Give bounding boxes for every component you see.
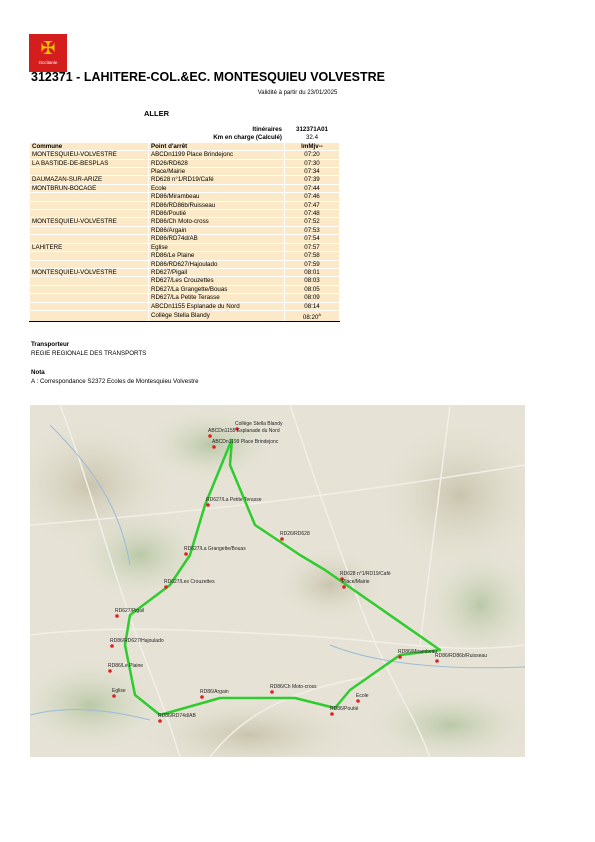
commune-cell bbox=[30, 294, 149, 302]
stop-marker bbox=[110, 644, 114, 648]
km-label: Km en charge (Calculé) bbox=[149, 134, 285, 142]
commune-cell: DAUMAZAN-SUR-ARIZE bbox=[30, 176, 149, 184]
route-map bbox=[30, 405, 525, 757]
stop-marker bbox=[280, 537, 284, 541]
stop-cell: RD86/RD74d/AB bbox=[149, 235, 285, 243]
time-cell bbox=[285, 193, 340, 201]
stop-cell: RD627/Les Crouzettes bbox=[149, 277, 285, 285]
occitanie-cross-icon: ✠ bbox=[40, 38, 56, 59]
stop-cell: ABCDn1199 Place Brindejonc bbox=[149, 151, 285, 159]
table-row bbox=[30, 201, 340, 209]
stop-cell: RD627/La Petite Terasse bbox=[149, 294, 285, 302]
stop-marker bbox=[356, 699, 360, 703]
column-header-row bbox=[30, 142, 340, 150]
commune-cell: MONTESQUIEU-VOLVESTRE bbox=[30, 268, 149, 276]
commune-cell bbox=[30, 193, 149, 201]
map-stop-label: RD628 n°1/RD19/Café bbox=[340, 571, 391, 577]
map-stop-label: RD86/RD74d/AB bbox=[158, 713, 196, 719]
route-value: 312371A01 bbox=[285, 126, 340, 134]
stop-marker bbox=[330, 712, 334, 716]
time-cell bbox=[285, 243, 340, 251]
time-value: 08:14 bbox=[304, 302, 320, 310]
table-row bbox=[30, 243, 340, 251]
stop-cell: Ecole bbox=[149, 184, 285, 192]
map-stop-label: Eglise bbox=[112, 688, 126, 694]
table-row bbox=[30, 277, 340, 285]
commune-cell bbox=[30, 201, 149, 209]
stop-cell: Eglise bbox=[149, 243, 285, 251]
stop-cell: RD86/Poutié bbox=[149, 210, 285, 218]
time-value: 07:48 bbox=[304, 210, 320, 218]
stop-marker bbox=[212, 445, 216, 449]
stop-cell: RD86/Ch Moto-cross bbox=[149, 218, 285, 226]
time-value: 07:57 bbox=[304, 243, 320, 251]
time-value: 07:34 bbox=[304, 168, 320, 176]
time-cell bbox=[285, 302, 340, 310]
stop-marker bbox=[200, 695, 204, 699]
stop-cell: RD628 n°1/RD19/Café bbox=[149, 176, 285, 184]
table-row bbox=[30, 310, 340, 321]
transporteur-heading: Transporteur bbox=[31, 341, 70, 348]
stop-cell: RD86/Le Plaine bbox=[149, 252, 285, 260]
map-stop-label: RD26/RD628 bbox=[280, 531, 310, 537]
map-stop-label: Ecole bbox=[356, 693, 369, 699]
logo-label: Occitanie bbox=[38, 60, 58, 65]
time-value: 08:03 bbox=[304, 277, 320, 285]
stop-cell: RD26/RD628 bbox=[149, 159, 285, 167]
table-row bbox=[30, 285, 340, 293]
table-row bbox=[30, 260, 340, 268]
route-label: Itinéraires bbox=[149, 126, 285, 134]
table-row bbox=[30, 268, 340, 276]
stop-cell: RD86/Argain bbox=[149, 226, 285, 234]
map-stop-label: RD627/La Petite Terasse bbox=[206, 497, 262, 503]
stop-marker bbox=[112, 694, 116, 698]
time-cell bbox=[285, 151, 340, 159]
map-stop-label: Collège Stella Blandy bbox=[235, 421, 283, 427]
table-row bbox=[30, 210, 340, 218]
time-cell bbox=[285, 310, 340, 321]
stop-marker bbox=[398, 655, 402, 659]
time-value: 07:54 bbox=[304, 235, 320, 243]
map-stop-label: Place/Mairie bbox=[342, 579, 370, 585]
route-row bbox=[30, 126, 340, 134]
table-row bbox=[30, 176, 340, 184]
validity-date: Validité à partir du 23/01/2025 bbox=[257, 90, 338, 96]
days-value: lmMjv-- bbox=[285, 142, 340, 150]
stop-marker bbox=[115, 614, 119, 618]
column-header-stop: Point d'arrêt bbox=[149, 142, 285, 150]
stop-cell: Place/Mairie bbox=[149, 168, 285, 176]
table-row bbox=[30, 252, 340, 260]
timetable bbox=[29, 125, 340, 322]
stop-cell: RD627/La Grangette/Bouas bbox=[149, 285, 285, 293]
map-stop-label: RD86/RD86b/Ruisseau bbox=[435, 653, 487, 659]
time-cell bbox=[285, 159, 340, 167]
time-cell bbox=[285, 260, 340, 268]
time-value: 07:39 bbox=[304, 176, 320, 184]
stop-marker bbox=[342, 585, 346, 589]
table-row bbox=[30, 294, 340, 302]
commune-cell bbox=[30, 235, 149, 243]
commune-cell: LA BASTIDE-DE-BESPLAS bbox=[30, 159, 149, 167]
transporteur-name: REGIE REGIONALE DES TRANSPORTS bbox=[31, 350, 147, 357]
time-cell bbox=[285, 235, 340, 243]
commune-cell bbox=[30, 226, 149, 234]
table-row bbox=[30, 168, 340, 176]
map-stop-label: ABCDn1155 Esplanade du Nord bbox=[208, 428, 280, 434]
map-stop-label: RD86/Poutié bbox=[330, 706, 359, 712]
table-row bbox=[30, 218, 340, 226]
time-value: 08:20 bbox=[302, 314, 319, 321]
time-value: 08:05 bbox=[304, 285, 320, 293]
time-cell bbox=[285, 168, 340, 176]
table-row bbox=[30, 226, 340, 234]
commune-cell bbox=[30, 210, 149, 218]
map-stop-label: RD627/Les Crouzettes bbox=[164, 579, 215, 585]
time-value: 07:20 bbox=[304, 151, 320, 159]
time-cell bbox=[285, 285, 340, 293]
time-value: 08:01 bbox=[304, 268, 320, 276]
stop-marker bbox=[158, 719, 162, 723]
commune-cell: MONTESQUIEU-VOLVESTRE bbox=[30, 151, 149, 159]
stop-marker bbox=[208, 434, 212, 438]
time-cell bbox=[285, 201, 340, 209]
time-cell bbox=[285, 226, 340, 234]
stop-marker bbox=[206, 503, 210, 507]
stop-cell: Collège Stella Blandy bbox=[149, 310, 285, 321]
time-cell bbox=[285, 277, 340, 285]
table-row bbox=[30, 193, 340, 201]
stop-marker bbox=[108, 669, 112, 673]
time-cell bbox=[285, 268, 340, 276]
stop-marker bbox=[164, 585, 168, 589]
commune-cell: LAHITERE bbox=[30, 243, 149, 251]
time-cell bbox=[285, 184, 340, 192]
commune-cell bbox=[30, 277, 149, 285]
km-row bbox=[30, 134, 340, 142]
time-value: 07:59 bbox=[304, 260, 320, 268]
time-cell bbox=[285, 210, 340, 218]
time-value: 07:30 bbox=[304, 159, 320, 167]
stop-cell: RD86/RD86b/Ruisseau bbox=[149, 201, 285, 209]
stop-marker bbox=[184, 552, 188, 556]
km-value: 32.4 bbox=[285, 134, 340, 142]
map-stop-label: RD627/La Grangette/Bouas bbox=[184, 546, 246, 552]
stop-cell: RD86/Mirambeau bbox=[149, 193, 285, 201]
commune-cell bbox=[30, 310, 149, 321]
map-stop-label: RD86/Argain bbox=[200, 689, 229, 695]
commune-cell bbox=[30, 260, 149, 268]
map-stop-label: RD86/RD627/Hajoulado bbox=[110, 638, 164, 644]
map-stop-label: RD86/Ch Moto-cross bbox=[270, 684, 317, 690]
nota-text: A : Correspondance S2372 Ecoles de Montesquieu Volvestre bbox=[31, 378, 199, 385]
nota-heading: Nota bbox=[31, 369, 45, 376]
map-stop-label: RD86/Mirambeau bbox=[398, 649, 438, 655]
stop-marker bbox=[270, 690, 274, 694]
time-value: 07:53 bbox=[304, 226, 320, 234]
commune-cell bbox=[30, 168, 149, 176]
time-value: 08:09 bbox=[304, 294, 320, 302]
stop-cell: RD86/RD627/Hajoulado bbox=[149, 260, 285, 268]
stop-cell: ABCDn1155 Esplanade du Nord bbox=[149, 302, 285, 310]
time-cell bbox=[285, 252, 340, 260]
table-row bbox=[30, 159, 340, 167]
table-row bbox=[30, 151, 340, 159]
column-header-commune: Commune bbox=[30, 142, 149, 150]
commune-cell bbox=[30, 302, 149, 310]
commune-cell bbox=[30, 252, 149, 260]
table-row bbox=[30, 184, 340, 192]
commune-cell: MONTESQUIEU-VOLVESTRE bbox=[30, 218, 149, 226]
time-cell bbox=[285, 218, 340, 226]
map-stop-label: ABCDn1199 Place Brindejonc bbox=[212, 439, 279, 445]
region-logo bbox=[29, 34, 67, 72]
time-value: 07:46 bbox=[304, 193, 320, 201]
table-row bbox=[30, 302, 340, 310]
time-value: 07:58 bbox=[304, 252, 320, 260]
commune-cell: MONTBRUN-BOCAGE bbox=[30, 184, 149, 192]
line-title: 312371 - LAHITERE-COL.&EC. MONTESQUIEU VOLVESTRE bbox=[31, 70, 385, 84]
time-value: 07:44 bbox=[304, 184, 320, 192]
time-cell bbox=[285, 176, 340, 184]
direction-label: ALLER bbox=[144, 109, 169, 118]
table-row bbox=[30, 235, 340, 243]
stop-marker bbox=[435, 659, 439, 663]
stop-cell: RD627/Pigail bbox=[149, 268, 285, 276]
map-stop-label: RD86/Le Plaine bbox=[108, 663, 144, 669]
time-note: A bbox=[318, 311, 322, 317]
commune-cell bbox=[30, 285, 149, 293]
time-value: 07:52 bbox=[304, 218, 320, 226]
time-cell bbox=[285, 294, 340, 302]
map-stop-label: RD627/Pigail bbox=[115, 608, 145, 614]
time-value: 07:47 bbox=[304, 201, 320, 209]
